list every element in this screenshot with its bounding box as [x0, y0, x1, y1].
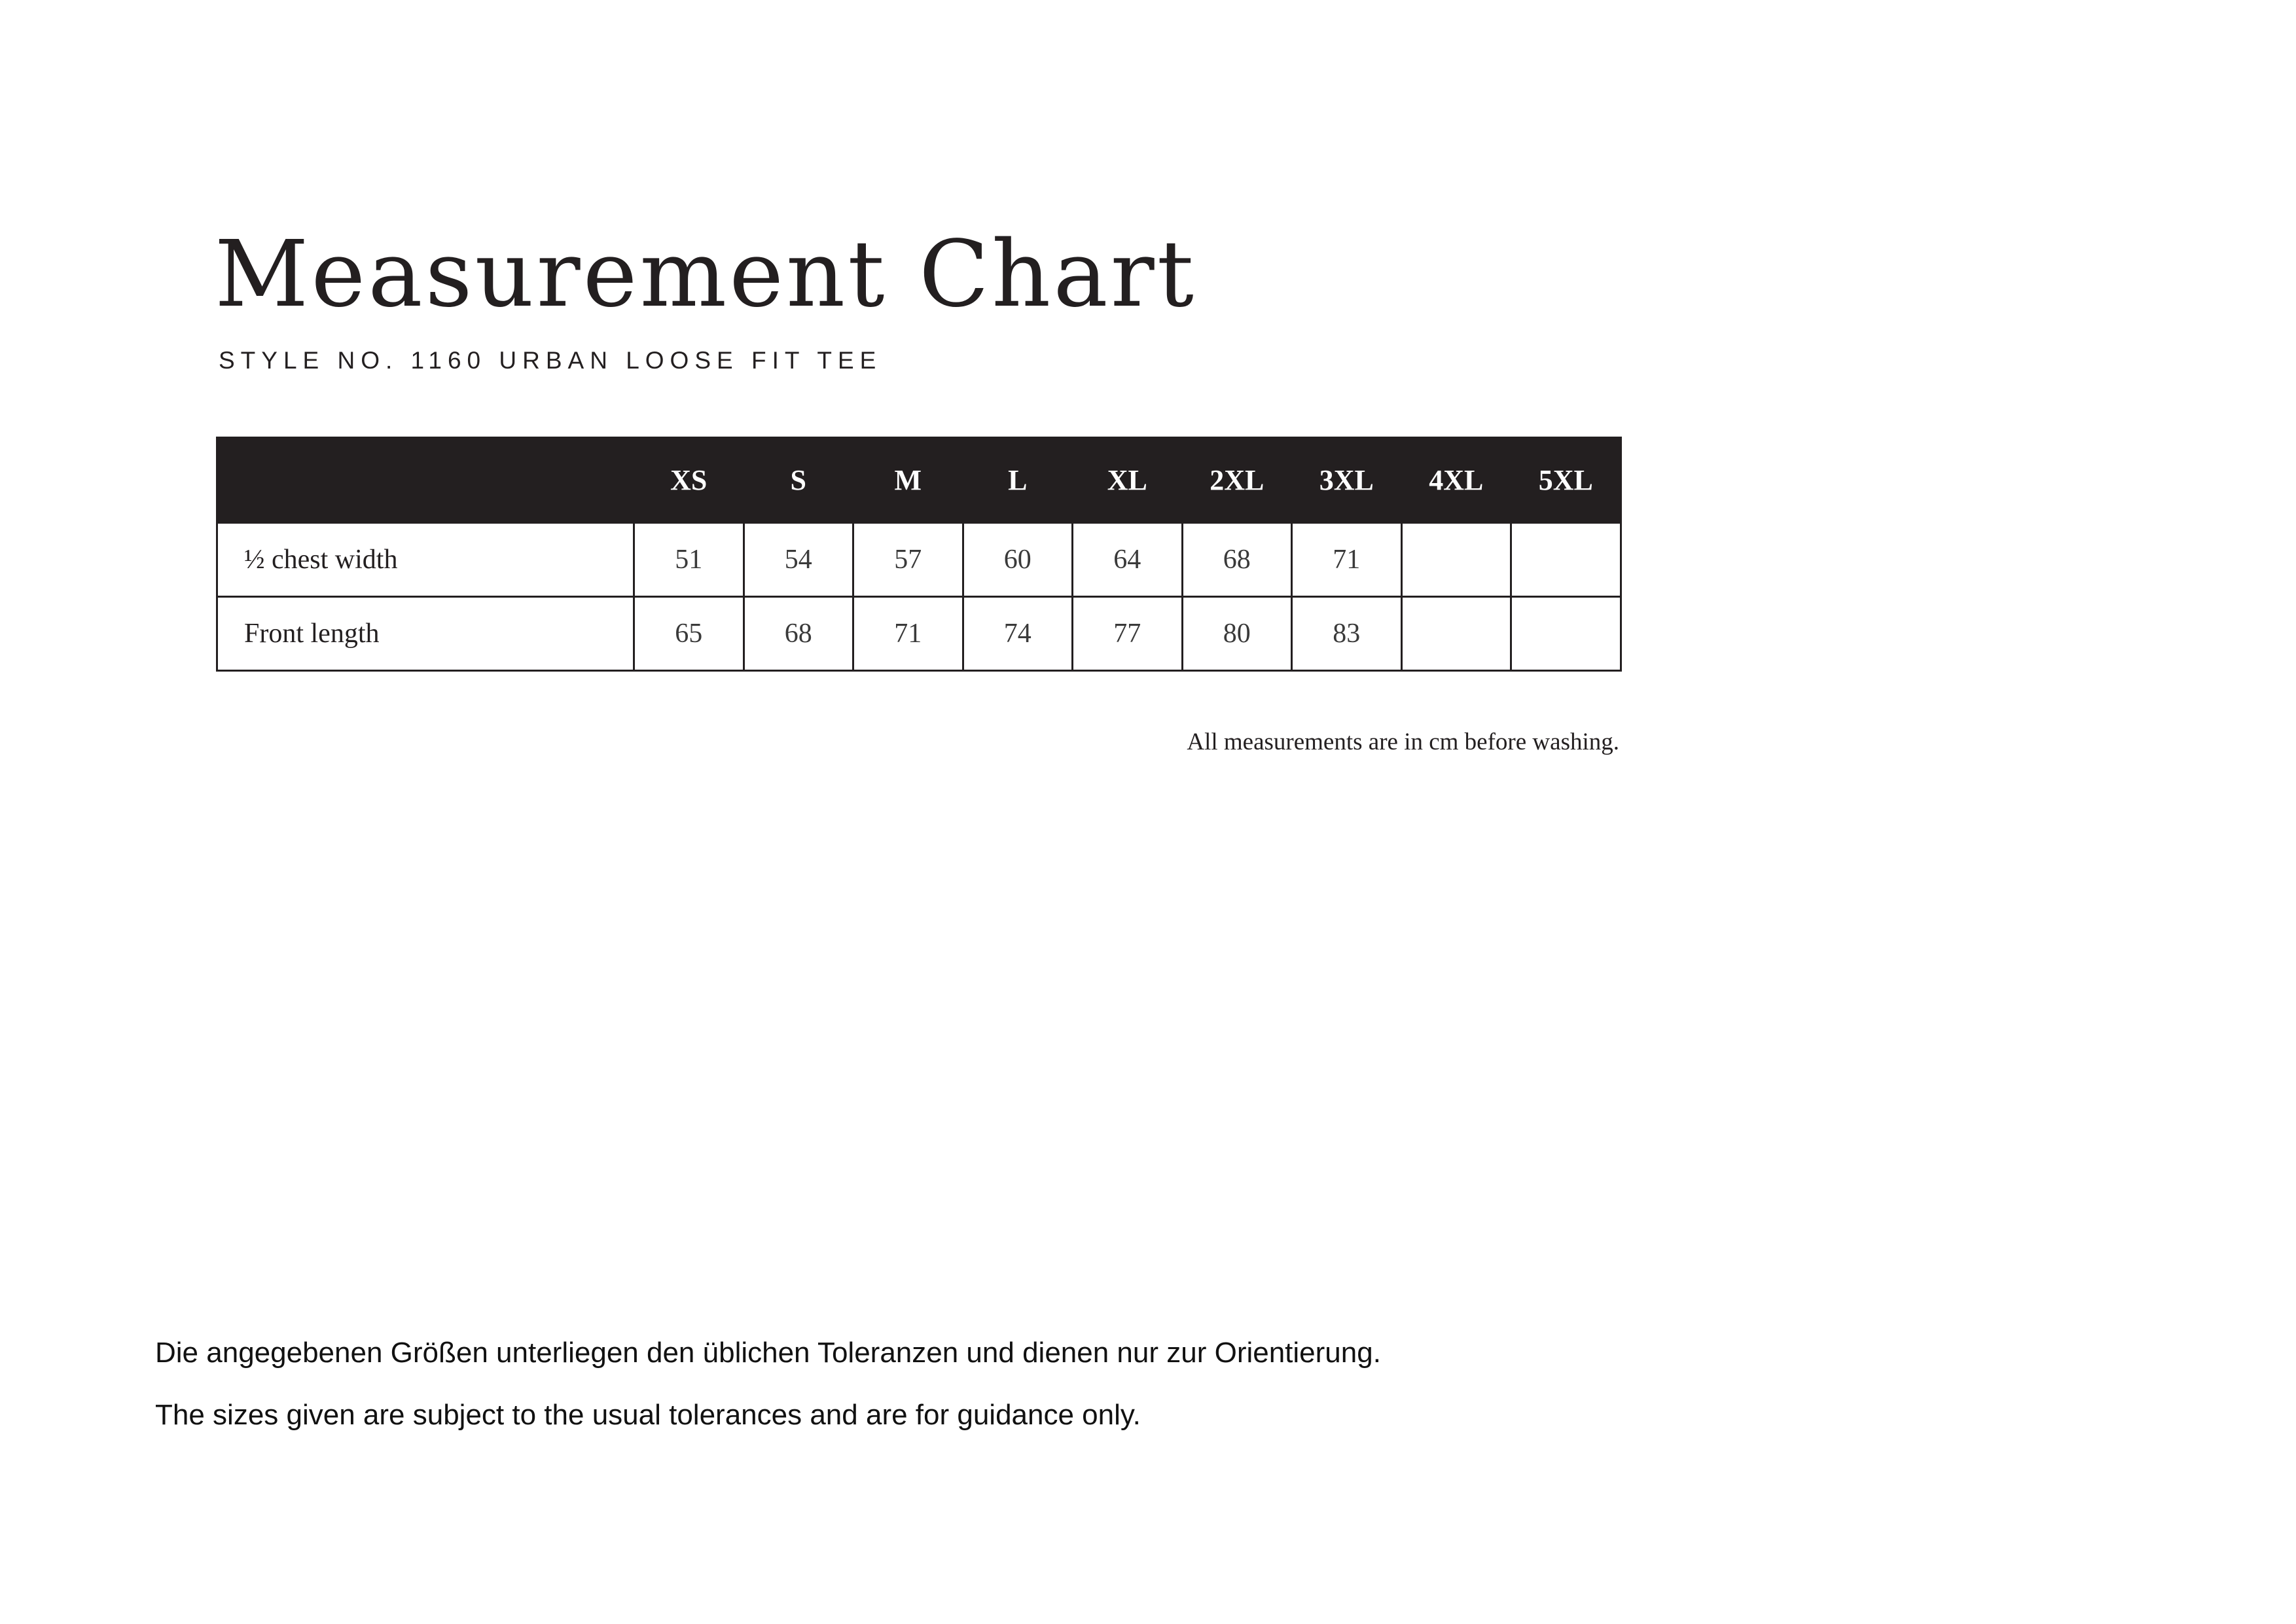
size-header-xl: XL [1073, 438, 1183, 523]
row-label-chest-width: ½ chest width [217, 523, 634, 597]
table-cell [1511, 597, 1621, 671]
measurement-table [216, 437, 1622, 672]
size-header-xs: XS [634, 438, 744, 523]
size-header-m: M [853, 438, 963, 523]
disclaimer-german: Die angegebenen Größen unterliegen den üblichen Toleranzen und dienen nur zur Orientierung. [155, 1337, 1381, 1369]
table-cell: 71 [1292, 523, 1402, 597]
table-row [217, 523, 1621, 597]
style-subtitle: STYLE NO. 1160 URBAN LOOSE FIT TEE [219, 347, 882, 374]
table-cell: 64 [1073, 523, 1183, 597]
table-cell: 83 [1292, 597, 1402, 671]
table-row [217, 597, 1621, 671]
table-cell [1511, 523, 1621, 597]
size-header-2xl: 2XL [1182, 438, 1292, 523]
table-cell: 57 [853, 523, 963, 597]
table-cell [1401, 523, 1511, 597]
table-cell: 68 [744, 597, 853, 671]
table-cell: 68 [1182, 523, 1292, 597]
size-header-l: L [963, 438, 1073, 523]
table-cell: 51 [634, 523, 744, 597]
table-cell: 77 [1073, 597, 1183, 671]
table-cell: 71 [853, 597, 963, 671]
table-cell: 65 [634, 597, 744, 671]
table-header-row [217, 438, 1621, 523]
table-cell: 80 [1182, 597, 1292, 671]
size-header-5xl: 5XL [1511, 438, 1621, 523]
size-header-3xl: 3XL [1292, 438, 1402, 523]
table-cell [1401, 597, 1511, 671]
size-header-4xl: 4XL [1401, 438, 1511, 523]
size-header-s: S [744, 438, 853, 523]
table-cell: 54 [744, 523, 853, 597]
table-cell: 74 [963, 597, 1073, 671]
disclaimer-english: The sizes given are subject to the usual tolerances and are for guidance only. [155, 1399, 1141, 1431]
row-label-front-length: Front length [217, 597, 634, 671]
table-header-corner [217, 438, 634, 523]
page-title: Measurement Chart [215, 221, 1196, 328]
measurement-note: All measurements are in cm before washing. [1187, 729, 1619, 755]
table-cell: 60 [963, 523, 1073, 597]
